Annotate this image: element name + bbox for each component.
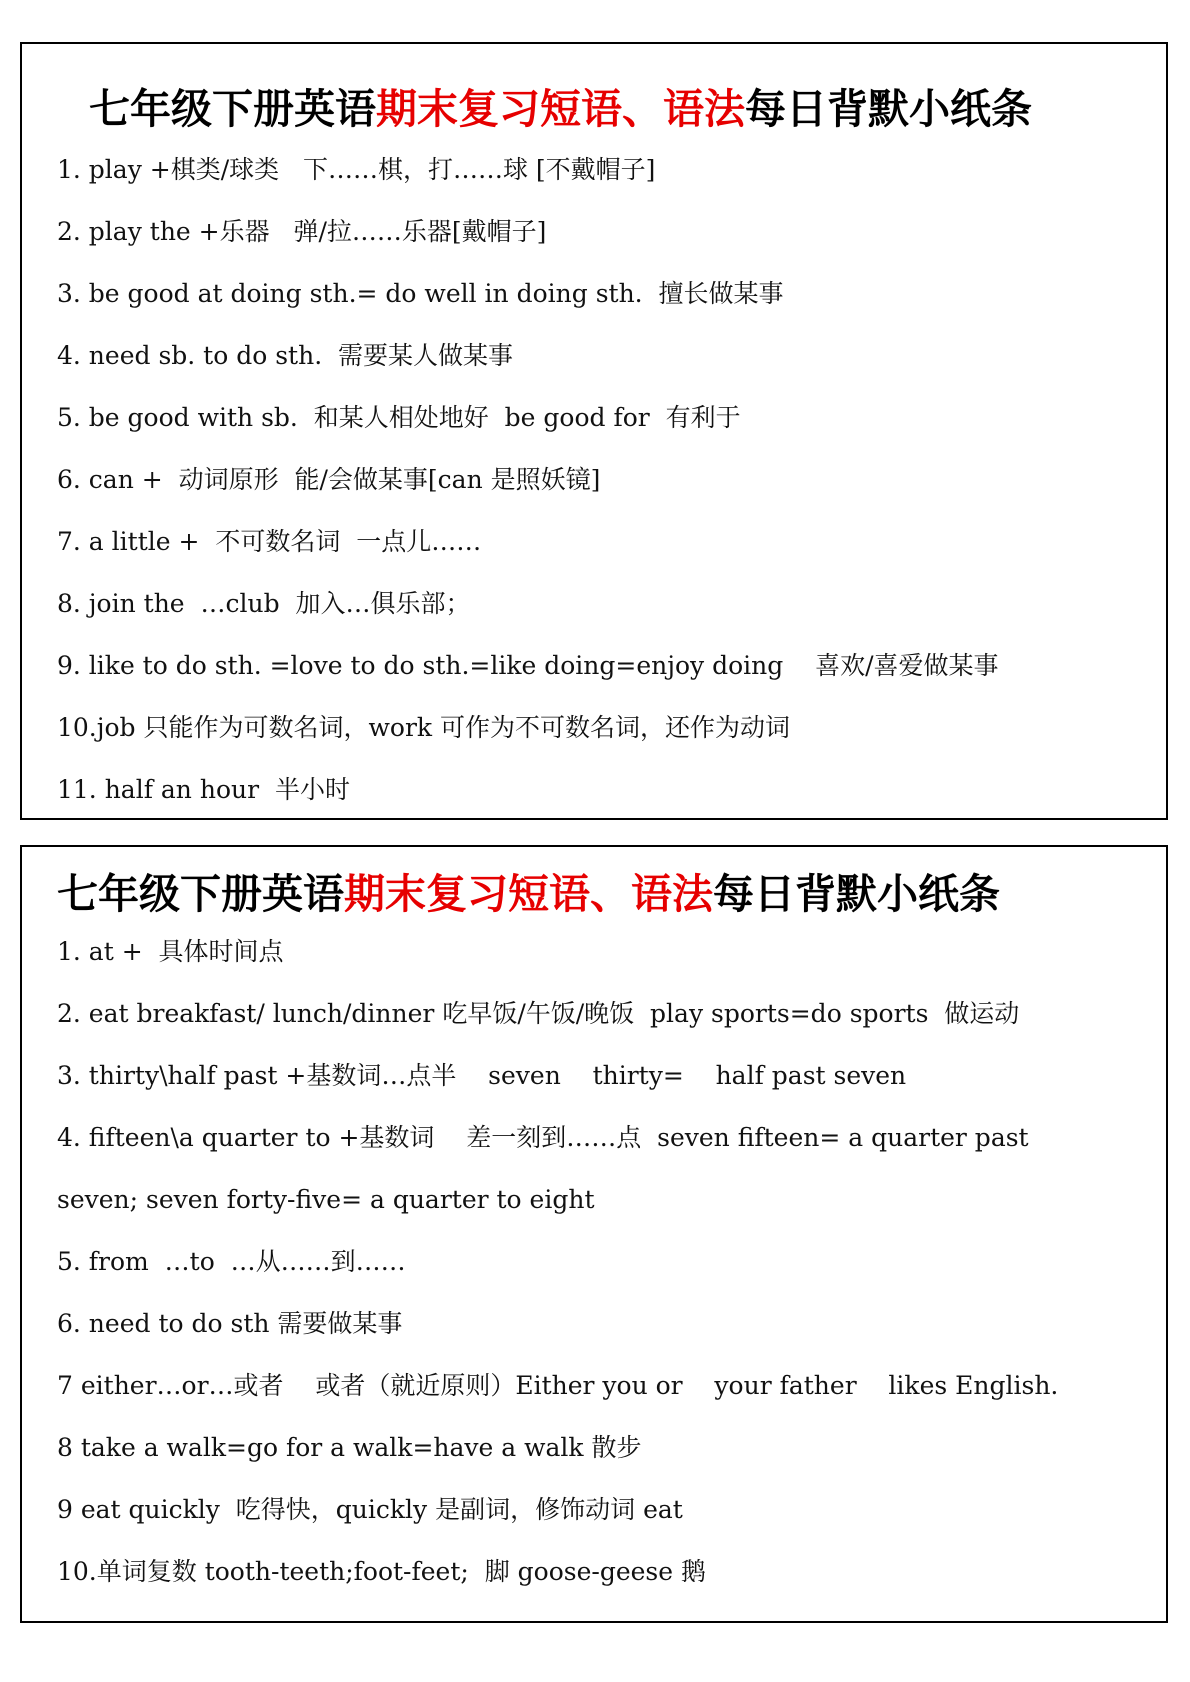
title-prefix: 七年级下册英语 (89, 85, 376, 133)
note-card-1 (20, 42, 1168, 820)
list-item: 5. be good with sb. 和某人相处地好 be good for 有利于 (57, 403, 741, 432)
list-item: 6. need to do sth 需要做某事 (57, 1309, 403, 1338)
list-item: 11. half an hour 半小时 (57, 775, 350, 804)
list-item: 8 take a walk=go for a walk=have a walk 散步 (57, 1433, 642, 1462)
list-item: 9. like to do sth. =love to do sth.=like doing=enjoy doing 喜欢/喜爱做某事 (57, 651, 999, 680)
card-title (89, 84, 1166, 134)
list-item: 4. fifteen\a quarter to +基数词 差一刻到……点 seven fifteen= a quarter past (57, 1123, 1029, 1152)
list-item: 10.单词复数 tooth-teeth;foot-feet; 脚 goose-geese 鹅 (57, 1557, 706, 1586)
list-item: 5. from …to …从……到…… (57, 1247, 406, 1276)
list-item: 10.job 只能作为可数名词，work 可作为不可数名词，还作为动词 (57, 713, 791, 742)
list-item: 8. join the …club 加入…俱乐部； (57, 589, 471, 618)
list-item: 7. a little + 不可数名词 一点儿…… (57, 527, 482, 556)
phrase-list (57, 139, 1166, 821)
list-item: 3. thirty\half past +基数词…点半 seven thirty= half past seven (57, 1061, 907, 1090)
list-item: 2. play the +乐器 弹/拉……乐器[戴帽子] (57, 217, 547, 246)
title-suffix: 每日背默小纸条 (713, 870, 1000, 918)
list-item: 4. need sb. to do sth. 需要某人做某事 (57, 341, 514, 370)
title-highlight: 期末复习短语、语法 (344, 870, 713, 918)
title-prefix: 七年级下册英语 (57, 870, 344, 918)
note-card-2 (20, 845, 1168, 1623)
list-item: seven; seven forty-five= a quarter to eight (57, 1185, 595, 1214)
list-item: 1. at + 具体时间点 (57, 937, 284, 966)
list-item: 3. be good at doing sth.= do well in doing sth. 擅长做某事 (57, 279, 784, 308)
list-item: 6. can + 动词原形 能/会做某事[can 是照妖镜] (57, 465, 601, 494)
phrase-list (57, 921, 1166, 1603)
list-item: 9 eat quickly 吃得快，quickly 是副词，修饰动词 eat (57, 1495, 683, 1524)
list-item: 7 either…or…或者 或者（就近原则）Either you or your father likes English. (57, 1371, 1059, 1400)
list-item: 2. eat breakfast/ lunch/dinner 吃早饭/午饭/晚饭 play sports=do sports 做运动 (57, 999, 1020, 1028)
title-highlight: 期末复习短语、语法 (376, 85, 745, 133)
title-suffix: 每日背默小纸条 (745, 85, 1032, 133)
list-item: 1. play +棋类/球类 下……棋，打……球 [不戴帽子] (57, 155, 656, 184)
card-title (57, 869, 1166, 919)
